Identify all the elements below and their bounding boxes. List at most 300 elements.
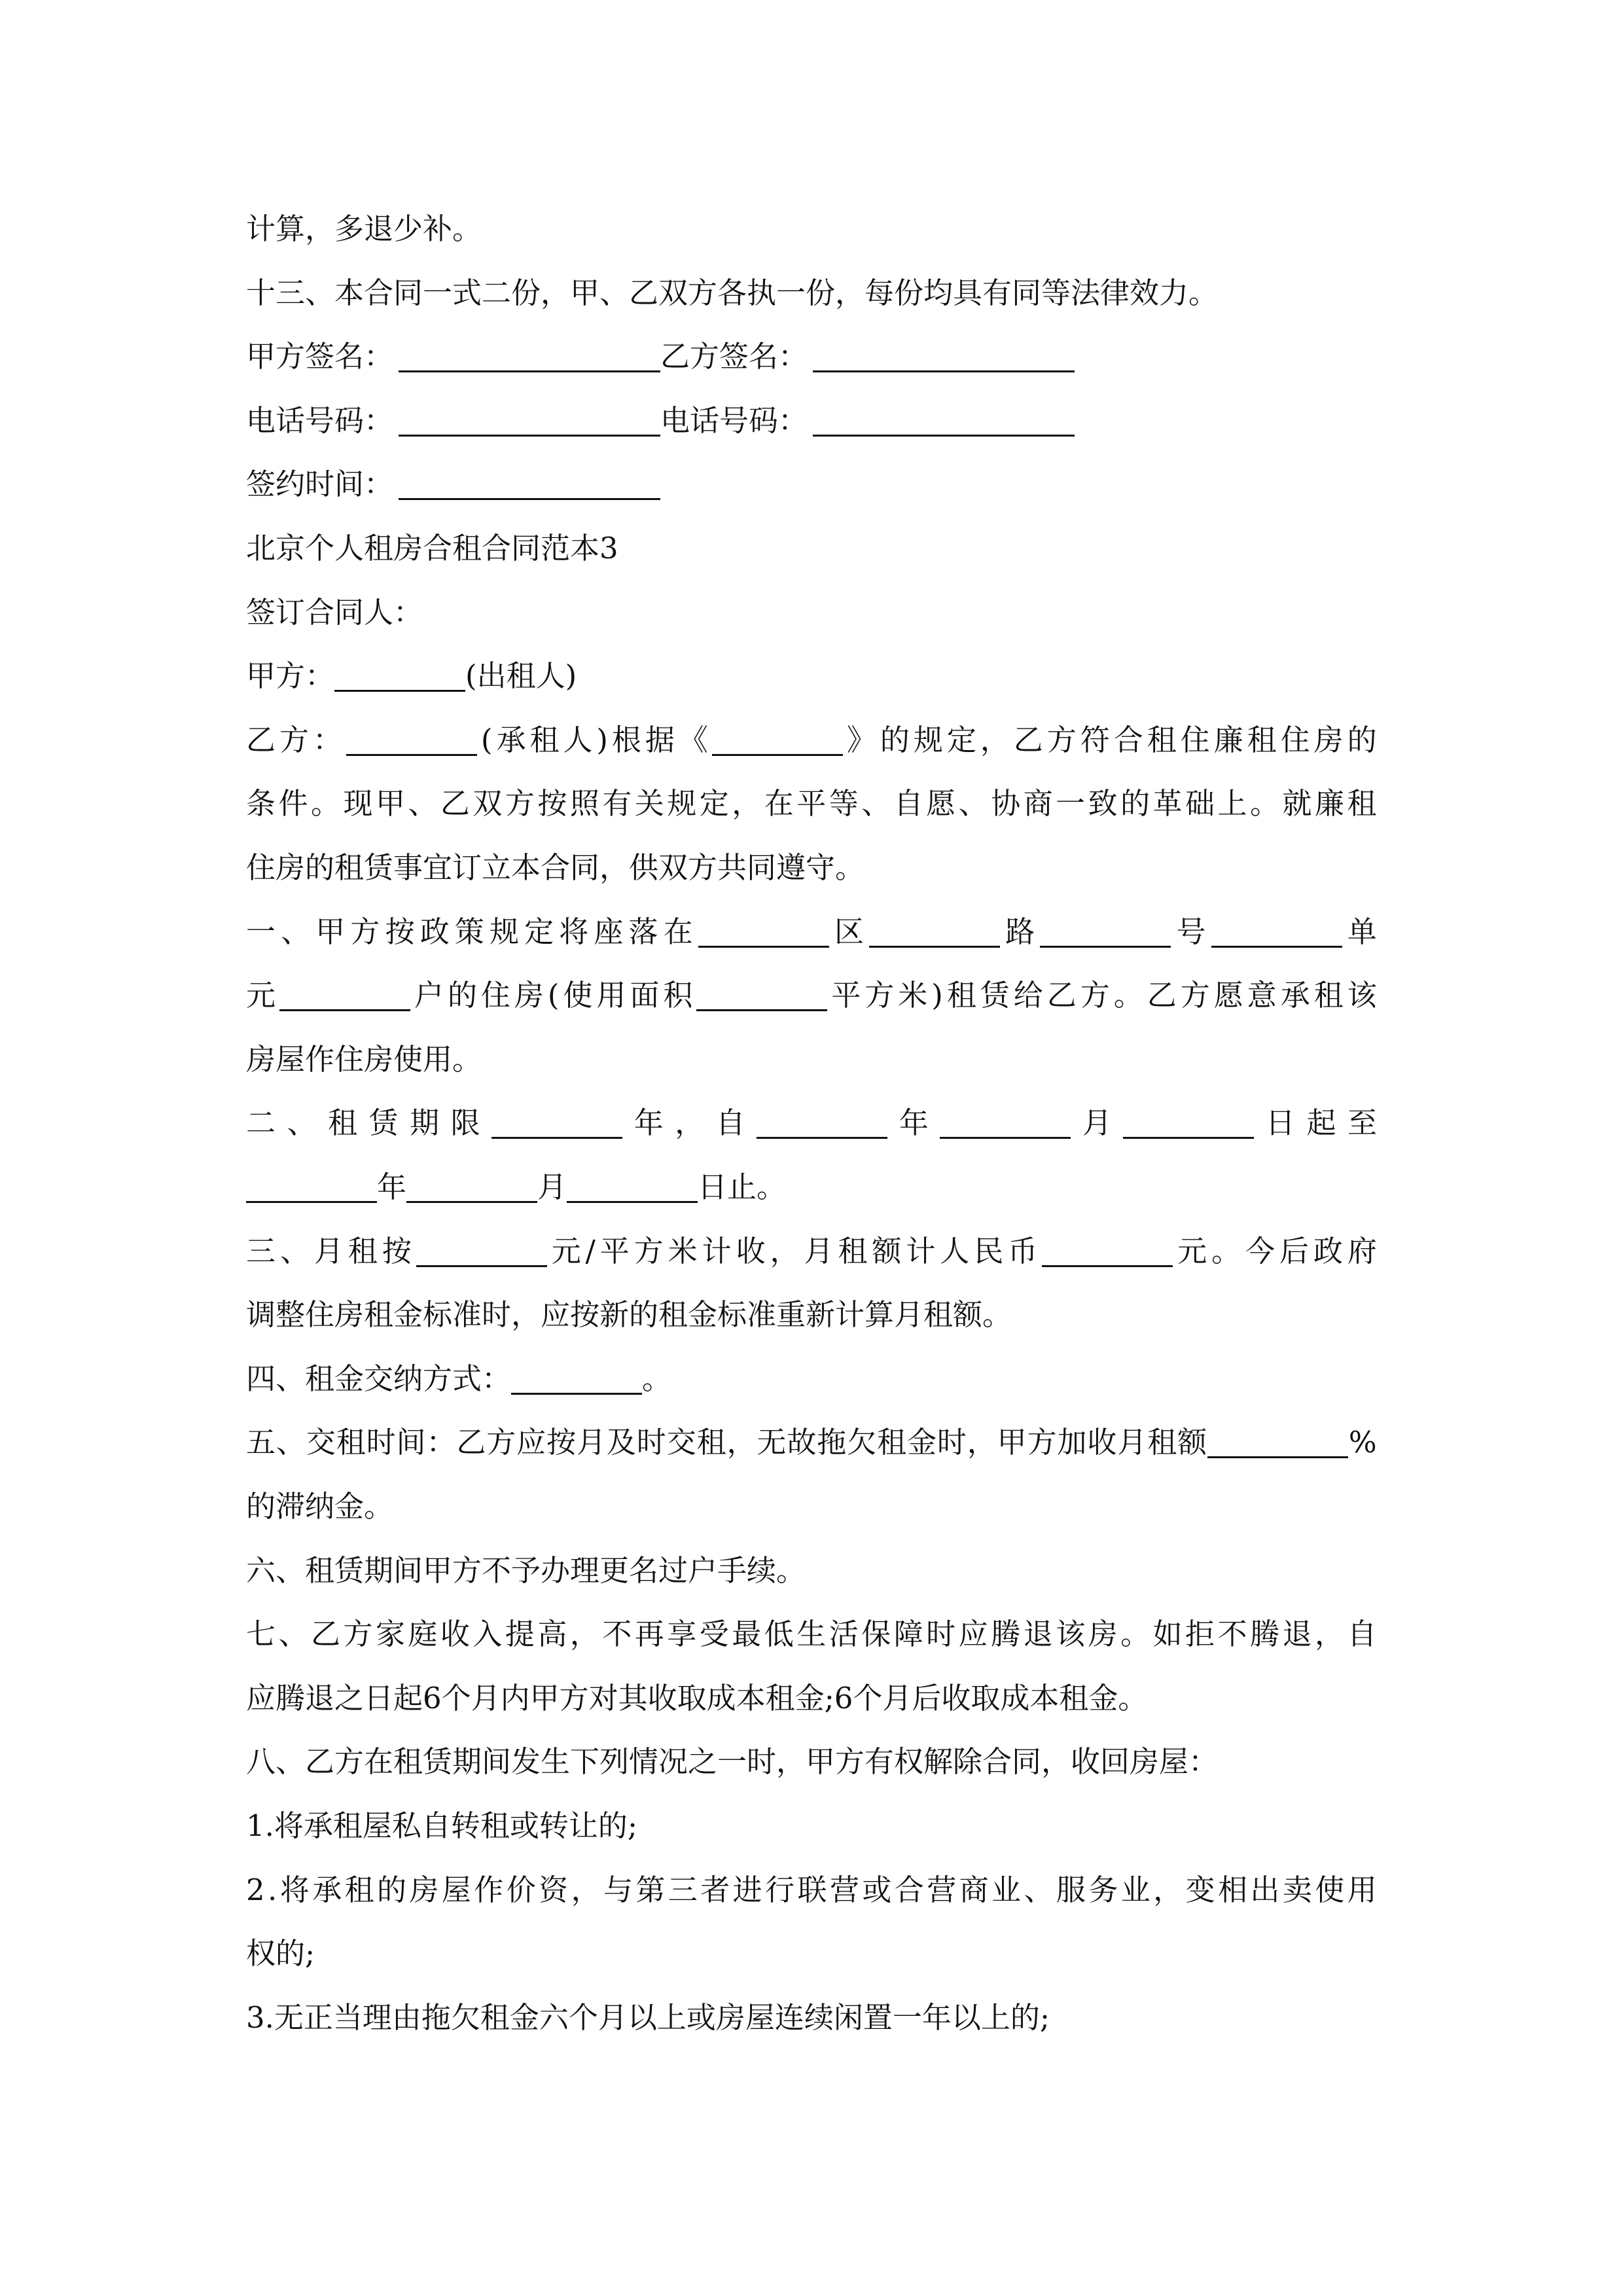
text-char: 币 [1008,1234,1038,1268]
text-segment: 房屋作住房使用。 [246,1042,482,1077]
text-segment: 签约时间： [246,467,394,501]
text-char: 一 [246,914,276,949]
text-char: 时 [936,1425,967,1460]
text-char: 符 [1080,723,1110,757]
fill-in-blank[interactable] [696,1009,827,1011]
text-char: 础 [1185,786,1215,821]
text-char: 方 [1180,978,1210,1013]
text-char: 卖 [1282,1873,1312,1907]
text-char: ， [675,1105,705,1140]
text-char: 、 [279,1234,310,1268]
text-char: 的 [447,978,477,1013]
text-segment: 年 [377,1170,407,1204]
text-char: 方 [505,786,535,821]
text-char: 租 [328,1105,358,1140]
text-char: 赁 [980,978,1010,1013]
document-line [246,1793,1377,1859]
fill-in-blank[interactable] [712,754,843,756]
text-char: % [1348,1425,1377,1460]
text-char: 。 [1250,786,1280,821]
text-char: 2 [246,1873,265,1907]
text-segment: 计算，多退少补。 [246,211,482,246]
text-char: 最 [732,1617,762,1651]
fill-in-blank[interactable] [1042,1265,1173,1267]
text-char: 民 [974,1234,1004,1268]
text-char: 规 [667,786,697,821]
text-char: 方 [279,723,309,757]
text-char: 日 [1265,1105,1295,1140]
text-char: 乙 [1013,723,1043,757]
text-char: 自 [1347,1617,1377,1651]
text-char: 七 [246,1617,276,1651]
text-char: 现 [343,786,373,821]
text-segment: 北京个人租房合租合同范本3 [246,531,618,565]
text-char: 收 [1087,1425,1117,1460]
text-segment: 3.无正当理由拖欠租金六个月以上或房屋连续闲置一年以上的; [246,2000,1050,2035]
text-char: 。 [1211,1234,1241,1268]
text-char: 加 [1057,1425,1087,1460]
text-char: 今 [1245,1234,1275,1268]
fill-in-blank[interactable] [813,370,1075,372]
document-line [246,643,1377,709]
text-char: ， [980,723,1010,757]
text-char: 租 [529,723,560,757]
text-char: 。 [1120,1617,1150,1651]
fill-in-blank[interactable] [567,1201,698,1203]
text-char: 租 [877,1425,907,1460]
text-char: 方 [1080,978,1110,1013]
text-char: 元 [1177,1234,1207,1268]
text-char: 不 [1217,1617,1247,1651]
text-char: 米 [898,978,928,1013]
text-char: ， [770,1234,800,1268]
document-line [246,1155,1377,1220]
text-char: 住 [480,978,510,1013]
text-char: 愿 [1213,978,1243,1013]
text-char: 方 [1027,1425,1057,1460]
text-char: 、 [287,1105,317,1140]
text-char: 行 [765,1873,795,1907]
text-char: ， [569,1617,599,1651]
text-char: 业 [991,1873,1022,1907]
document-line [246,1219,1377,1284]
text-char: 的 [377,1873,407,1907]
text-char: 双 [473,786,503,821]
document-line [246,1538,1377,1604]
text-char: 享 [667,1617,697,1651]
text-char: 、 [958,786,988,821]
text-char: 服 [1056,1873,1086,1907]
document-line [246,1282,1377,1348]
text-char: 该 [1347,978,1377,1013]
text-char: 在 [764,786,794,821]
document-line [246,1985,1377,2051]
text-char: 合 [894,1873,924,1907]
text-char: 租 [344,1873,374,1907]
text-segment: 四、租金交纳方式： [246,1361,512,1396]
document-line [246,196,1377,262]
text-char: 单 [1347,914,1377,949]
document-line [246,260,1377,326]
text-char: 应 [516,1425,546,1460]
text-char: 定 [946,723,976,757]
document-line [246,1857,1377,1923]
text-char: 时 [636,1425,666,1460]
text-char: 。 [310,786,340,821]
text-char: 、 [276,1425,306,1460]
text-char: 甲 [997,1425,1027,1460]
text-char: 进 [732,1873,762,1907]
text-char: 乙 [456,1425,486,1460]
text-char: 该 [1056,1617,1086,1651]
text-char: 月 [1117,1425,1147,1460]
text-char: 承 [312,1873,342,1907]
document-line [246,835,1377,901]
document-line [246,1090,1377,1156]
text-char: 提 [505,1617,535,1651]
text-char: 退 [1282,1617,1312,1651]
text-char: 愿 [926,786,956,821]
text-char: 定 [524,914,554,949]
text-char: 府 [1347,1234,1377,1268]
text-char: 租 [838,1234,868,1268]
fill-in-blank[interactable] [346,754,477,756]
text-segment: 1.将承租屋私自转租或转让的; [246,1808,638,1843]
document-line [246,899,1377,965]
text-char: 号 [1176,914,1206,949]
text-char: 方 [343,1617,373,1651]
text-char: 业 [1120,1873,1150,1907]
text-char: 给 [1013,978,1043,1013]
text-char: 元 [246,978,276,1013]
fill-in-blank[interactable] [511,1393,642,1395]
text-char: 务 [1088,1873,1118,1907]
text-char: 的 [1120,786,1150,821]
text-segment: 六、租赁期间甲方不予办理更名过户手续。 [246,1553,806,1588]
text-char: 落 [628,914,658,949]
text-char: 二 [246,1105,276,1140]
text-segment: 日止。 [698,1170,787,1204]
text-char: 乙 [1147,978,1177,1013]
text-char: 无 [757,1425,787,1460]
fill-in-blank[interactable] [1207,1456,1348,1458]
text-char: 乙 [246,723,276,757]
text-char: 欠 [847,1425,877,1460]
text-char: . [268,1873,277,1907]
text-char: 革 [1152,786,1183,821]
text-char: 三 [246,1234,276,1268]
text-char: 使 [563,978,593,1013]
text-char: 协 [991,786,1021,821]
text-char: 座 [594,914,624,949]
text-char: 赁 [368,1105,399,1140]
text-char: 就 [1282,786,1312,821]
text-segment: 电话号码： [660,403,808,438]
text-char: 平 [599,1234,630,1268]
text-char: 根 [611,723,641,757]
text-char: 》 [846,723,876,757]
text-char: 《 [678,723,708,757]
text-char: 按 [537,786,567,821]
document-line [246,963,1377,1028]
text-char: 计 [702,1234,732,1268]
text-char: 相 [1218,1873,1248,1907]
text-char: 规 [913,723,943,757]
document-line [246,1410,1377,1475]
text-char: 有 [602,786,632,821]
text-char: 月 [804,1234,834,1268]
fill-in-blank[interactable] [416,1265,547,1267]
fill-in-blank[interactable] [757,1137,887,1139]
text-char: 关 [634,786,664,821]
text-char: 高 [537,1617,567,1651]
text-char: 据 [645,723,675,757]
document-line [246,324,1377,389]
text-char: 租 [1147,723,1177,757]
fill-in-blank[interactable] [334,690,465,692]
text-segment: 住房的租赁事宜订立本合同，供双方共同遵守。 [246,850,865,885]
text-char: 合 [1113,723,1143,757]
text-char: 营 [829,1873,859,1907]
document-line [246,708,1377,773]
text-char: 租 [348,1234,378,1268]
text-char: 将 [279,1873,310,1907]
fill-in-blank[interactable] [940,1137,1071,1139]
text-char: 三 [668,1873,698,1907]
text-char: 平 [796,786,827,821]
text-char: 限 [450,1105,480,1140]
text-char: 拒 [1185,1617,1215,1651]
text-segment: 应腾退之日起6个月内甲方对其收取成本租金;6个月后收取成本租金。 [246,1681,1148,1715]
text-char: 的 [880,723,910,757]
text-segment: 月 [537,1170,567,1204]
text-segment: 的滞纳金。 [246,1489,394,1524]
text-char: 房 [1313,723,1344,757]
text-char: 起 [1306,1105,1336,1140]
text-char: 腾 [991,1617,1021,1651]
text-char: 不 [602,1617,632,1651]
text-char: 人 [563,723,593,757]
text-char: 自 [715,1105,745,1140]
fill-in-blank[interactable] [491,1137,622,1139]
text-char: 或 [862,1873,892,1907]
text-char: 用 [596,978,626,1013]
text-char: 与 [603,1873,633,1907]
text-char: 租 [336,1425,366,1460]
text-char: 乙 [310,1617,340,1651]
text-char: 户 [414,978,444,1013]
text-char: 件 [278,786,308,821]
text-char: 资 [539,1873,569,1907]
text-char: 月 [313,1234,344,1268]
text-char: 住 [1180,723,1210,757]
text-char: 。 [1113,978,1143,1013]
text-char: 作 [474,1873,504,1907]
text-char: 等 [829,786,859,821]
text-char: 按 [385,914,415,949]
text-char: 、 [1024,1873,1054,1907]
text-char: 一 [1056,786,1086,821]
text-char: 房 [514,978,544,1013]
text-char: 月 [1082,1105,1112,1140]
text-char: 金 [906,1425,936,1460]
document-line [246,1921,1377,1986]
text-segment: 电话号码： [246,403,394,438]
text-char: 租 [1147,1425,1177,1460]
text-char: 障 [893,1617,923,1651]
text-char: 元 [551,1234,581,1268]
text-char: 价 [506,1873,536,1907]
text-char: 方 [350,914,380,949]
fill-in-blank[interactable] [399,498,660,500]
text-char: 交 [306,1425,336,1460]
text-char: 在 [663,914,693,949]
text-char: 廉 [1314,786,1344,821]
text-char: 米 [668,1234,698,1268]
text-char: 规 [489,914,519,949]
text-char: 五 [246,1425,276,1460]
text-char: 住 [1280,723,1310,757]
text-char: ， [726,1425,757,1460]
text-char: 乙 [1046,978,1077,1013]
text-char: 间 [396,1425,426,1460]
document-line [246,1027,1377,1092]
text-char: 第 [635,1873,666,1907]
text-char: 房 [1088,1617,1118,1651]
text-segment: 甲方： [246,658,335,693]
fill-in-blank[interactable] [399,435,660,437]
text-char: 承 [496,723,526,757]
text-char: 路 [1005,914,1035,949]
text-char: 、 [861,786,891,821]
text-char: 保 [861,1617,891,1651]
text-char: ( [480,723,493,757]
text-char: ( [547,978,560,1013]
text-char: 房 [409,1873,439,1907]
text-char: 低 [764,1617,794,1651]
text-char: 再 [634,1617,664,1651]
fill-in-blank[interactable] [399,370,660,372]
fill-in-blank[interactable] [406,1201,537,1203]
text-char: ， [732,786,762,821]
text-char: 人 [940,1234,970,1268]
text-char: ， [1153,1873,1183,1907]
text-char: 受 [699,1617,729,1651]
text-char: 租 [1347,786,1377,821]
fill-in-blank[interactable] [246,1201,377,1203]
text-char: 活 [829,1617,859,1651]
text-char: ， [1314,1617,1344,1651]
document-line [246,1666,1377,1731]
text-char: 租 [1247,723,1277,757]
text-char: 月 [576,1425,606,1460]
text-char: 商 [1023,786,1053,821]
document-line [246,1602,1377,1667]
text-char: 自 [893,786,923,821]
text-char: 使 [1315,1873,1345,1907]
document-line [246,1729,1377,1795]
text-char: 交 [666,1425,696,1460]
text-char: 将 [559,914,589,949]
text-char: 时 [926,1617,956,1651]
text-char: 承 [1280,978,1310,1013]
text-char: 乙 [440,786,470,821]
text-char: 额 [1177,1425,1207,1460]
text-char: 年 [633,1105,664,1140]
text-char: 条 [246,786,276,821]
text-char: 政 [1313,1234,1343,1268]
text-char: 定 [699,786,729,821]
text-char: 积 [663,978,693,1013]
text-char: 商 [959,1873,989,1907]
text-segment: 。 [642,1361,672,1396]
text-char: 甲 [375,786,405,821]
fill-in-blank[interactable] [1040,946,1171,948]
text-char: 照 [569,786,599,821]
fill-in-blank[interactable] [279,1009,410,1011]
text-char: 收 [736,1234,766,1268]
text-char: 廉 [1213,723,1243,757]
text-char: 面 [630,978,660,1013]
text-char: 入 [473,1617,503,1651]
text-char: 期 [410,1105,440,1140]
text-char: 的 [1347,723,1377,757]
text-char: 按 [382,1234,412,1268]
text-char: 营 [927,1873,957,1907]
text-char: 及 [606,1425,636,1460]
text-char: 方 [865,978,895,1013]
text-char: 退 [1023,1617,1053,1651]
text-char: 用 [1347,1873,1377,1907]
text-char: 方 [486,1425,516,1460]
text-char: 屋 [441,1873,471,1907]
text-char: 甲 [315,914,346,949]
fill-in-blank[interactable] [698,946,829,948]
fill-in-blank[interactable] [1211,946,1342,948]
text-char: 如 [1152,1617,1183,1651]
document-line [246,516,1377,581]
fill-in-blank[interactable] [813,435,1075,437]
text-char: 租 [696,1425,726,1460]
text-segment: 八、乙方在租赁期间发生下列情况之一时，甲方有权解除合同，收回房屋： [246,1744,1219,1779]
text-char: 故 [787,1425,817,1460]
text-segment: (出租人) [465,658,577,693]
text-char: 腾 [1250,1617,1280,1651]
text-char: 家 [375,1617,405,1651]
text-segment: 签订合同人： [246,595,423,630]
text-char: 计 [906,1234,936,1268]
fill-in-blank[interactable] [869,946,1000,948]
text-char: 、 [278,1617,308,1651]
text-char: ， [571,1873,601,1907]
text-char: ， [967,1425,997,1460]
text-char: 收 [440,1617,470,1651]
document-line [246,580,1377,645]
text-char: 方 [633,1234,664,1268]
text-char: 者 [700,1873,730,1907]
text-char: 租 [946,978,976,1013]
text-char: 意 [1247,978,1277,1013]
text-char: 庭 [408,1617,438,1651]
text-char: 、 [408,786,438,821]
text-segment: 十三、本合同一式二份，甲、乙双方各执一份，每份均具有同等法律效力。 [246,276,1219,310]
text-char: ： [312,723,342,757]
text-char: 变 [1185,1873,1215,1907]
fill-in-blank[interactable] [1123,1137,1254,1139]
text-char: 额 [872,1234,902,1268]
text-char: / [585,1234,596,1268]
text-char: 平 [831,978,861,1013]
